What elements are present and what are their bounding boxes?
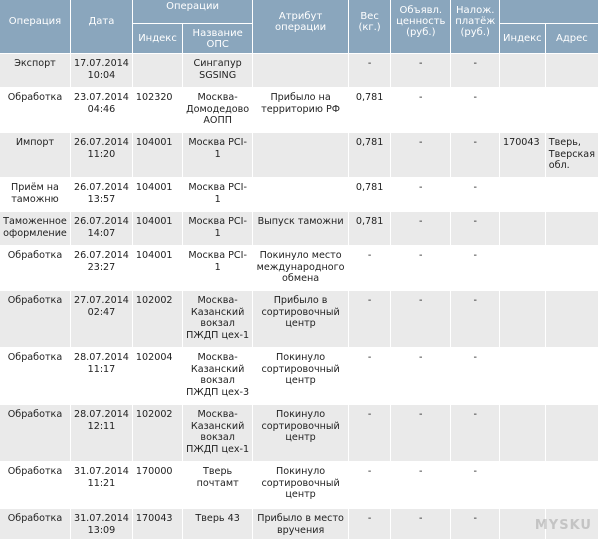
cell-attribute: Покинуло сортировочный центр: [253, 405, 348, 461]
cell-ops-name: Москва PCI-1: [183, 246, 252, 290]
cell-address: [546, 348, 598, 404]
cell-index: 102320: [133, 88, 182, 132]
cell-address: Тверь, Тверская обл.: [546, 133, 598, 177]
cell-address: [546, 246, 598, 290]
cell-date: 28.07.2014 12:11: [71, 405, 132, 461]
cell-dest-index: [500, 405, 545, 461]
cell-index: 102004: [133, 348, 182, 404]
cell-attribute: Покинуло сортировочный центр: [253, 348, 348, 404]
cell-address: [546, 291, 598, 347]
cell-cod-payment: -: [451, 133, 499, 177]
cell-attribute: Выпуск таможни: [253, 212, 348, 245]
cell-operation: Обработка: [0, 246, 70, 290]
cell-attribute: Покинуло сортировочный центр: [253, 462, 348, 508]
cell-declared-value: -: [391, 88, 450, 132]
cell-operation: Импорт: [0, 133, 70, 177]
table-row: [0, 88, 598, 132]
cell-index: 102002: [133, 291, 182, 347]
cell-declared-value: -: [391, 178, 450, 211]
cell-index: 170000: [133, 462, 182, 508]
cell-dest-index: [500, 88, 545, 132]
cell-date: 27.07.2014 02:47: [71, 291, 132, 347]
cell-declared-value: -: [391, 212, 450, 245]
cell-cod-payment: -: [451, 88, 499, 132]
cell-cod-payment: -: [451, 178, 499, 211]
cell-declared-value: -: [391, 246, 450, 290]
cell-date: 26.07.2014 23:27: [71, 246, 132, 290]
cell-date: 31.07.2014 13:09: [71, 509, 132, 539]
cell-weight: 0,781: [349, 178, 390, 211]
col-ops-name: Название ОПС: [183, 24, 252, 53]
col-operation: Операция: [0, 0, 70, 53]
cell-dest-index: [500, 212, 545, 245]
cell-index: 102002: [133, 405, 182, 461]
table-row: [0, 212, 598, 245]
cell-ops-name: Москва-Казанский вокзал ПЖДП цех-1: [183, 405, 252, 461]
col-destination-group: [500, 0, 598, 23]
cell-weight: -: [349, 291, 390, 347]
cell-index: 104001: [133, 212, 182, 245]
col-attribute: Атрибут операции: [253, 0, 348, 53]
cell-weight: 0,781: [349, 88, 390, 132]
col-place-group: Операции: [133, 0, 252, 23]
cell-dest-index: [500, 178, 545, 211]
col-weight: Вес (кг.): [349, 0, 390, 53]
col-cod-payment: Налож. платёж (руб.): [451, 0, 499, 53]
cell-address: [546, 212, 598, 245]
cell-weight: -: [349, 405, 390, 461]
cell-ops-name: Сингапур SGSING: [183, 54, 252, 87]
cell-ops-name: Москва-Домодедово АОПП: [183, 88, 252, 132]
cell-operation: Обработка: [0, 348, 70, 404]
cell-cod-payment: -: [451, 291, 499, 347]
table-row: [0, 133, 598, 177]
table-row: [0, 291, 598, 347]
cell-date: 31.07.2014 11:21: [71, 462, 132, 508]
cell-attribute: [253, 54, 348, 87]
cell-address: [546, 405, 598, 461]
cell-dest-index: [500, 246, 545, 290]
cell-cod-payment: -: [451, 509, 499, 539]
cell-declared-value: -: [391, 509, 450, 539]
cell-attribute: Прибыло на территорию РФ: [253, 88, 348, 132]
cell-operation: Обработка: [0, 509, 70, 539]
cell-operation: Приём на таможню: [0, 178, 70, 211]
cell-weight: -: [349, 509, 390, 539]
cell-dest-index: [500, 462, 545, 508]
cell-date: 17.07.2014 10:04: [71, 54, 132, 87]
cell-declared-value: -: [391, 291, 450, 347]
cell-index: [133, 54, 182, 87]
cell-ops-name: Москва PCI-1: [183, 178, 252, 211]
cell-ops-name: Москва-Казанский вокзал ПЖДП цех-3: [183, 348, 252, 404]
cell-index: 104001: [133, 133, 182, 177]
table-row: [0, 54, 598, 87]
cell-dest-index: [500, 291, 545, 347]
cell-attribute: Покинуло место международного обмена: [253, 246, 348, 290]
cell-dest-index: [500, 54, 545, 87]
table-row: [0, 405, 598, 461]
table-row: [0, 509, 598, 539]
cell-declared-value: -: [391, 54, 450, 87]
cell-weight: -: [349, 348, 390, 404]
col-address: Адрес: [546, 24, 598, 53]
cell-operation: Экспорт: [0, 54, 70, 87]
cell-index: 104001: [133, 246, 182, 290]
cell-ops-name: Москва PCI-1: [183, 133, 252, 177]
cell-declared-value: -: [391, 133, 450, 177]
cell-weight: -: [349, 246, 390, 290]
cell-address: [546, 178, 598, 211]
cell-address: [546, 462, 598, 508]
cell-index: 170043: [133, 509, 182, 539]
cell-declared-value: -: [391, 405, 450, 461]
cell-dest-index: 170043: [500, 133, 545, 177]
cell-ops-name: Тверь почтамт: [183, 462, 252, 508]
watermark-logo: MYSKU: [534, 518, 592, 533]
cell-ops-name: Тверь 43: [183, 509, 252, 539]
cell-operation: Обработка: [0, 405, 70, 461]
cell-weight: -: [349, 462, 390, 508]
cell-cod-payment: -: [451, 405, 499, 461]
cell-attribute: [253, 178, 348, 211]
cell-attribute: Прибыло в сортировочный центр: [253, 291, 348, 347]
cell-operation: Обработка: [0, 462, 70, 508]
col-date: Дата: [71, 0, 132, 53]
cell-cod-payment: -: [451, 462, 499, 508]
cell-operation: Обработка: [0, 88, 70, 132]
cell-date: 26.07.2014 13:57: [71, 178, 132, 211]
col-declared-value: Объявл. ценность (руб.): [391, 0, 450, 53]
cell-date: 26.07.2014 14:07: [71, 212, 132, 245]
cell-declared-value: -: [391, 462, 450, 508]
cell-cod-payment: -: [451, 54, 499, 87]
cell-attribute: Прибыло в место вручения: [253, 509, 348, 539]
cell-date: 23.07.2014 04:46: [71, 88, 132, 132]
col-dest-index: Индекс: [500, 24, 545, 53]
tracking-rows: [0, 54, 598, 539]
cell-weight: 0,781: [349, 133, 390, 177]
cell-cod-payment: -: [451, 212, 499, 245]
cell-dest-index: [500, 348, 545, 404]
cell-date: 26.07.2014 11:20: [71, 133, 132, 177]
cell-address: [546, 88, 598, 132]
table-row: [0, 246, 598, 290]
table-row: [0, 348, 598, 404]
cell-declared-value: -: [391, 348, 450, 404]
cell-weight: 0,781: [349, 212, 390, 245]
col-index: Индекс: [133, 24, 182, 53]
cell-weight: -: [349, 54, 390, 87]
cell-cod-payment: -: [451, 348, 499, 404]
cell-address: [546, 54, 598, 87]
cell-cod-payment: -: [451, 246, 499, 290]
table-row: [0, 178, 598, 211]
cell-ops-name: Москва PCI-1: [183, 212, 252, 245]
cell-operation: Таможенное оформление: [0, 212, 70, 245]
cell-index: 104001: [133, 178, 182, 211]
table-row: [0, 462, 598, 508]
cell-ops-name: Москва-Казанский вокзал ПЖДП цех-1: [183, 291, 252, 347]
cell-operation: Обработка: [0, 291, 70, 347]
cell-date: 28.07.2014 11:17: [71, 348, 132, 404]
cell-attribute: [253, 133, 348, 177]
